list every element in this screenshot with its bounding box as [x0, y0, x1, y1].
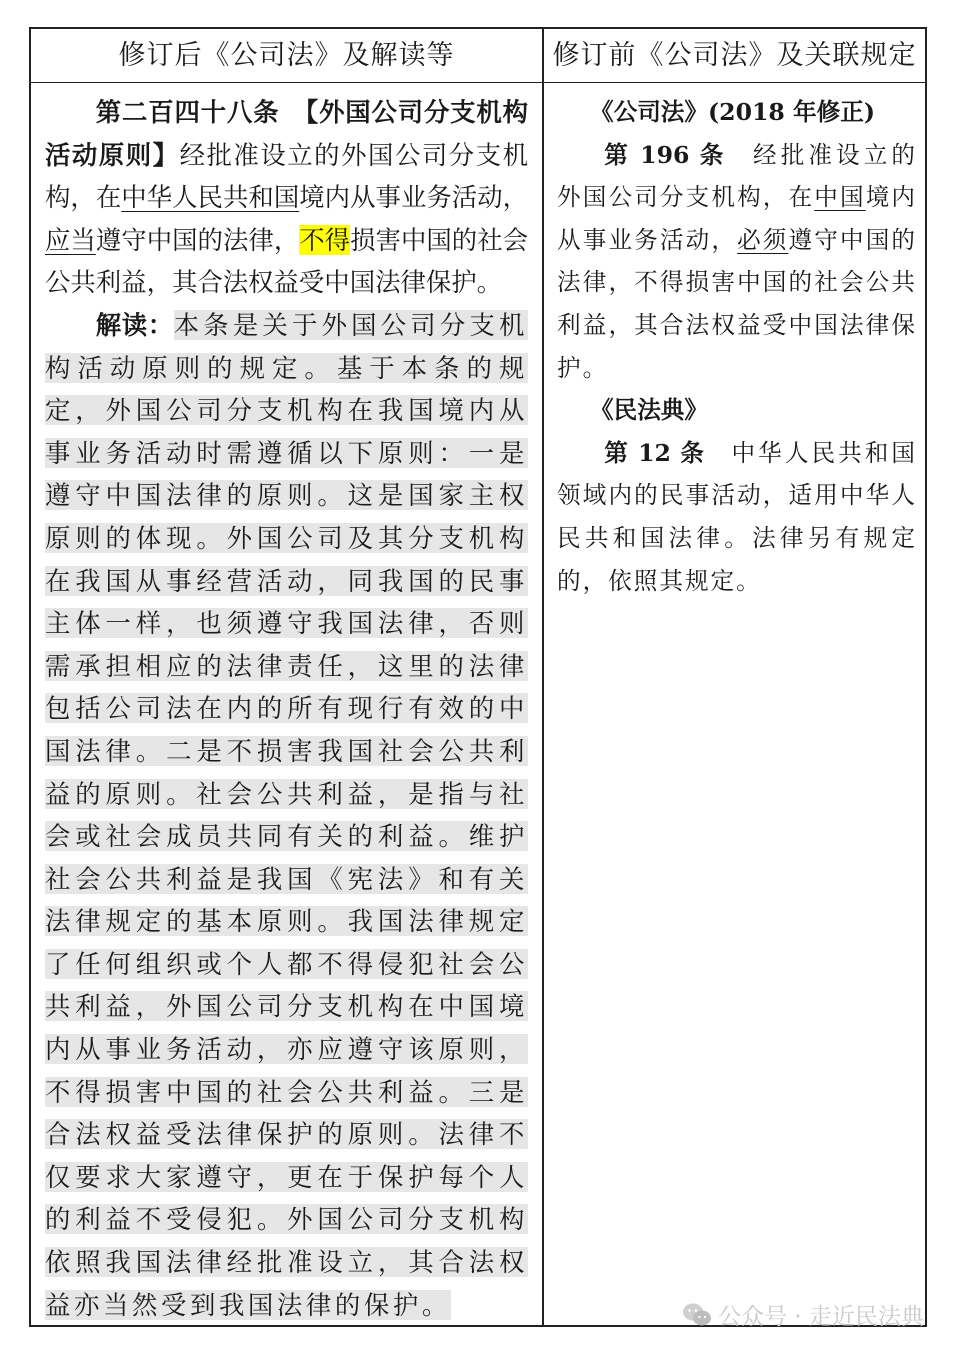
interpretation-paragraph [45, 304, 528, 1326]
old-article-text-underlined: 中国 [814, 183, 866, 212]
article-text: 遵守中国的法律， [95, 224, 300, 255]
watermark [682, 1298, 924, 1331]
column-divider [542, 29, 544, 1325]
civil-code-article-number: 第 12 条 [604, 438, 705, 467]
table-header-row [31, 29, 925, 83]
source-title-civil-code: 《民法典》 [590, 396, 708, 425]
civil-code-article-12 [557, 432, 917, 602]
old-article-text: 境内从事业务活动， [557, 183, 918, 254]
article-text: 经批准设立的外国公司分支机构，在 [45, 139, 529, 213]
pre-revision-column [557, 91, 917, 602]
comparison-table [29, 27, 927, 1327]
interpretation-text: 本条是关于外国公司分支机构活动原则的规定。基于本条的规定，外国公司分支机构在我国境内从事业务活动时需遵循以下原则：一是遵守中国法律的原则。这是国家主权原则的体现。外国公司及其分支机构在我国从事经营活动，同我国的民事主体一样，也须遵守我国法律，否则需承担相应的法律责任，这里的法律包括公司法在内的所有现行有效的中国法律。二是不损害我国社会公共利益的原则。社会公共利益，是指与社会或社会成员共同有关的利益。维护社会公共利益是我国《宪法》和有关法律规定的基本原则。我国法律规定了任何组织或个人都不得侵犯社会公共利益，外国公司分支机构在中国境内从事业务活动，亦应遵守该原则，不得损害中国的社会公共利益。三是合法权益受法律保护的原则。法律不仅要求大家遵守，更在于保护每个人的利益不受侵犯。外国公司分支机构依照我国法律经批准设立，其合法权益亦当然受到我国法律的保护。 [45, 309, 529, 1320]
article-text: 境内从事业务活动， [299, 182, 529, 213]
article-text-underlined: 中华人民共和国 [121, 182, 300, 213]
article-title: 【外国公司分支机构活动原则】 [45, 97, 528, 170]
wechat-icon [682, 1302, 712, 1328]
article-number: 第二百四十八条 [95, 97, 280, 127]
article-text: 损害中国的社会公共利益，其合法权益受中国法律保护。 [45, 224, 529, 298]
revised-law-column [45, 91, 528, 1326]
old-article-text: 遵守中国的法律，不得损害中国的社会公共利益，其合法权益受中国法律保护。 [557, 225, 918, 382]
interpretation-label: 解读： [95, 309, 174, 340]
article-paragraph [45, 91, 528, 304]
header-pre-revision: 修订前《公司法》及关联规定 [552, 40, 917, 71]
article-text-highlighted: 不得 [299, 224, 351, 255]
civil-code-article-text: 中华人民共和国领域内的民事活动，适用中华人民共和国法律。法律另有规定的，依照其规定。 [557, 438, 918, 595]
old-article-number: 第 196 条 [604, 140, 726, 169]
old-article-text-underlined: 必须 [737, 225, 789, 254]
old-article-text: 经批准设立的外国公司分支机构，在 [557, 140, 917, 212]
old-article-196 [557, 134, 917, 390]
source-title-company-law: 《公司法》(2018 年修正) [590, 98, 875, 126]
header-revised: 修订后《公司法》及解读等 [118, 40, 455, 71]
article-text-underlined: 应当 [45, 224, 96, 255]
watermark-text: 公众号 · 走近民法典 [718, 1304, 924, 1330]
